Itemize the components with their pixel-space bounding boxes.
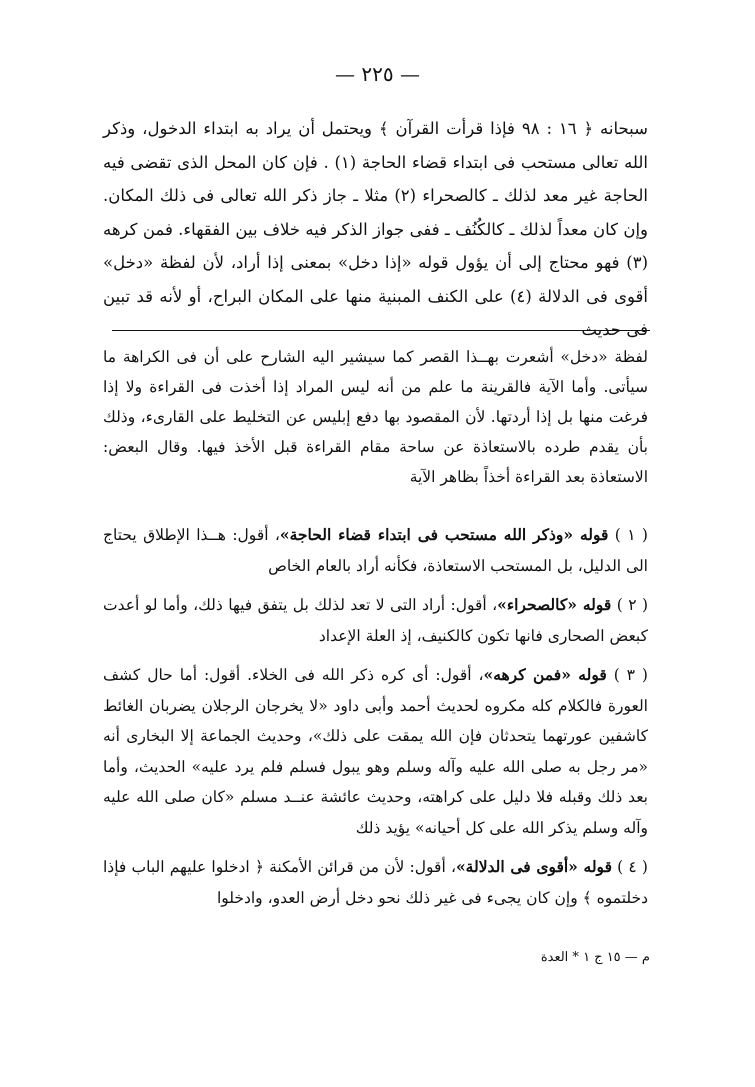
footnote-number: ( ٢ ): [616, 596, 649, 614]
footnote-number: ( ١ ): [614, 526, 648, 544]
footnote-number: ( ٣ ): [613, 666, 648, 684]
footnote-4: ( ٤ ) قوله «أقوى فى الدلالة»، أقول: لأن من قرائن الأمكنة ﴿ ادخلوا عليهم الباب فإذا دخلتموه ﴾ وإن كان يجىء فى غير ذلك نحو دخل أرض العدو، وادخلوا: [103, 857, 648, 907]
footnote-lemma: قوله «وذكر الله مستحب فى ابتداء قضاء الحاجة»: [279, 525, 609, 544]
printer-signature: م — ١٥ ج ١ * العدة: [540, 950, 650, 965]
main-paragraph: سبحانه ﴿ ١٦ : ٩٨ فإذا قرأت القرآن ﴾ ويحتمل أن يراد به ابتداء الدخول، وذكر الله تعالى مستحب فى ابتداء قضاء الحاجة (١) . فإن كان المحل الذى تقضى فيه الحاجة غير معد لذلك ـ كالصحراء (٢) مثلا ـ جاز ذكر الله تعالى فى ذلك المكان. وإن كان معداً لذلك ـ كالكُنُف ـ ففى جواز الذكر فيه خلاف بين الفقهاء. فمن كرهه (٣) فهو محتاج إلى أن يؤول قوله «إذا دخل» بمعنى إذا أراد، لأن لفظة «دخل» أقوى فى الدلالة (٤) على الكنف المبنية منها على المكان البراح، أو لأنه قد تبين فى حديث: [103, 119, 649, 339]
footnote-divider: [112, 330, 650, 331]
footnote-lemma: قوله «كالصحراء»: [497, 595, 612, 614]
footnote-lemma: قوله «فمن كرهه»: [483, 665, 607, 684]
footnote-lemma: قوله «أقوى فى الدلالة»: [455, 857, 612, 876]
footnote-2: ( ٢ ) قوله «كالصحراء»، أقول: أراد التى لا تعد لذلك بل يتفق فيها ذلك، وأما لو أعدت كبعض الصحارى فانها تكون كالكنيف، إذ العلة الإعداد: [103, 595, 649, 645]
footnote-number: ( ٤ ): [617, 858, 648, 876]
main-text: [103, 112, 648, 347]
footnotes: [103, 520, 648, 922]
commentary-paragraph: لفظة «دخل» أشعرت بهــذا القصر كما سيشير اليه الشارح على أن فى الكراهة ما سيأتى. وأما الآية فالقرينة ما علم من أنه ليس المراد إذا أخذت فى القراءة ولا إذا فرغت منها بل إذا أردتها. لأن المقصود بها دفع إبليس عن التخليط على القارىء، وذلك بأن يقدم طرده بالاستعاذة عن ساحة مقام القراءة قبل الأخذ فيها. وقال البعض: الاستعاذة بعد القراءة أخذاً بظاهر الآية: [103, 348, 648, 486]
commentary-continuation: [103, 342, 648, 492]
page-number: — ٢٢٥ —: [335, 62, 420, 86]
footnote-text: أقول: لأن من قرائن الأمكنة ﴿ ادخلوا عليهم الباب فإذا دخلتموه ﴾ وإن كان يجىء فى غير ذلك نحو دخل أرض العدو، وادخلوا: [103, 858, 648, 907]
footnote-text: أقول: أراد التى لا تعد لذلك بل يتفق فيها ذلك، وأما لو أعدت كبعض الصحارى فانها تكون كالكنيف، إذ العلة الإعداد: [103, 596, 648, 645]
footnote-text: أقول: أى كره ذكر الله فى الخلاء. أقول: أما حال كشف العورة فالكلام كله مكروه لحديث أحمد وأبى داود «لا يخرجان الرجلان يضربان الغائط كاشفين عورتهما يتحدثان فإن الله يمقت على ذلك»، وحديث الجماعة إلا البخارى أنه «مر رجل به صلى الله عليه وآله وسلم وهو يبول فسلم فلم يرد عليه» الحديث، وأما بعد ذلك وقبله فلا دليل على كراهته، وحديث عائشة عنــد مسلم «كان صلى الله عليه وآله وسلم يذكر الله على كل أحيانه» يؤيد ذلك: [103, 666, 648, 837]
footnote-1: ( ١ ) قوله «وذكر الله مستحب فى ابتداء قضاء الحاجة»، أقول: هــذا الإطلاق يحتاج الى الدليل، بل المستحب الاستعاذة، فكأنه أراد بالعام الخاص: [103, 525, 648, 575]
footnote-3: ( ٣ ) قوله «فمن كرهه»، أقول: أى كره ذكر الله فى الخلاء. أقول: أما حال كشف العورة فالكلام كله مكروه لحديث أحمد وأبى داود «لا يخرجان الرجلان يضربان الغائط كاشفين عورتهما يتحدثان فإن الله يمقت على ذلك»، وحديث الجماعة إلا البخارى أنه «مر رجل به صلى الله عليه وآله وسلم وهو يبول فسلم فلم يرد عليه» الحديث، وأما بعد ذلك وقبله فلا دليل على كراهته، وحديث عائشة عنــد مسلم «كان صلى الله عليه وآله وسلم يذكر الله على كل أحيانه» يؤيد ذلك: [103, 665, 648, 837]
footnote-text: أقول: هــذا الإطلاق يحتاج الى الدليل، بل المستحب الاستعاذة، فكأنه أراد بالعام الخاص: [103, 526, 648, 575]
